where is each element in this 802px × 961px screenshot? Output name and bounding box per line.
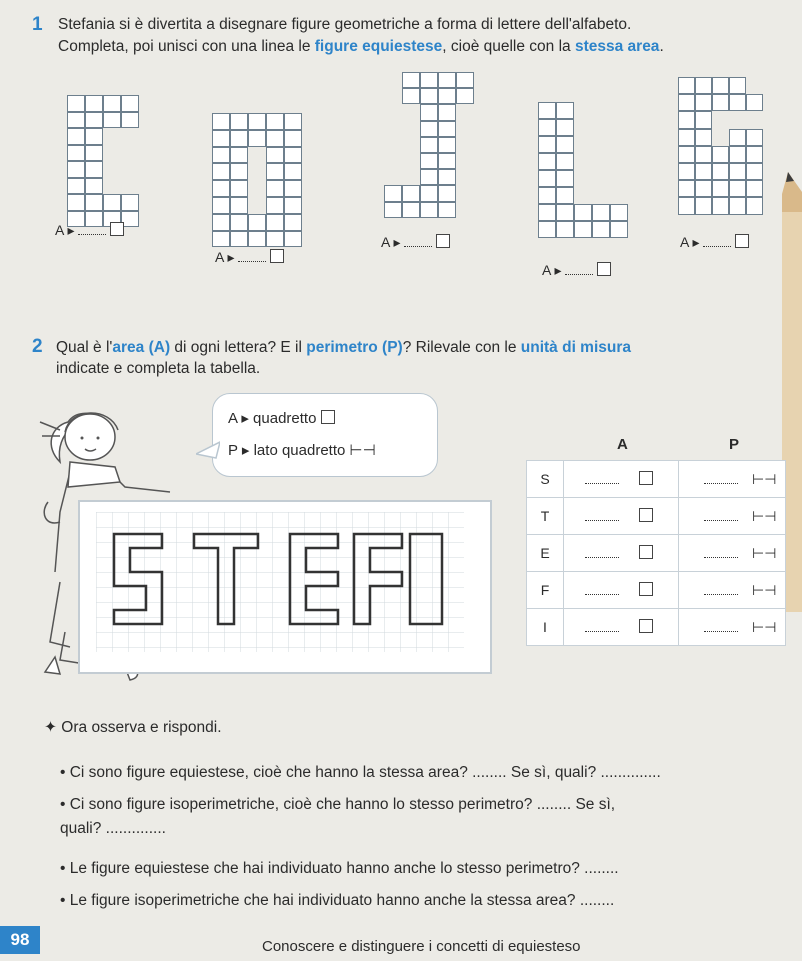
question-1: • Ci sono figure equiestese, cioè che hanno la stessa area? ........ Se sì, quali? .............. [60,764,661,781]
area-answer-g[interactable] [680,234,749,251]
unit-segment-icon: ⊢⊣ [752,581,777,598]
unit-segment-icon: ⊢⊣ [752,470,777,487]
unit-square-icon [639,471,653,485]
ex2-instruction-line2: indicate e completa la tabella. [56,360,261,377]
ex2-text: ? Rilevale con le [402,339,521,356]
stefi-letters-grid [96,512,464,652]
unit-square-icon [735,234,749,248]
unit-segment-icon: ⊢⊣ [752,618,777,635]
figure-letter-j [384,72,474,218]
ex1-text: Completa, poi unisci con una linea le [58,38,315,55]
unit-square-icon [639,582,653,596]
table-header-p: P [729,436,740,453]
table-row [527,535,786,572]
figure-letter-l [538,102,628,238]
area-answer-c[interactable] [55,222,124,239]
unit-square-icon [436,234,450,248]
exercise-number-1: 1 [32,14,43,35]
figure-letter-o [212,113,302,247]
area-answer-j[interactable] [381,234,450,251]
perimeter-cell[interactable] [679,609,786,646]
area-perimeter-table [526,460,786,646]
ex2-instruction-line1 [56,338,631,358]
unit-square-icon [639,545,653,559]
question-2-line1: • Ci sono figure isoperimetriche, cioè che hanno lo stesso perimetro? ........ Se sì, [60,796,616,813]
bubble-perimeter-unit [228,441,376,459]
perimeter-cell[interactable] [679,461,786,498]
question-3: • Le figure equiestese che hai individuato hanno anche lo stesso perimetro? ........ [60,860,619,877]
speech-bubble [212,393,438,477]
table-row [527,609,786,646]
perimeter-cell[interactable] [679,535,786,572]
ex1-instruction-line2 [58,37,664,57]
area-label: A ▸ [55,222,75,238]
bubble-tail [196,440,220,460]
bubble-perimeter-text: P ▸ lato quadretto [228,442,346,459]
table-row [527,461,786,498]
bubble-area-unit [228,409,335,427]
unit-square-icon [321,410,335,424]
ex2-highlight-area: area (A) [112,339,171,356]
row-letter: F [527,572,564,609]
ex1-highlight-stessa-area: stessa area [574,38,660,55]
perimeter-cell[interactable] [679,572,786,609]
exercise-number-2: 2 [32,336,43,357]
row-letter: E [527,535,564,572]
row-letter: S [527,461,564,498]
figure-letter-c [67,95,139,227]
area-answer-l[interactable] [542,262,611,279]
table-header-a: A [617,436,628,453]
table-row [527,572,786,609]
question-2-line2: quali? .............. [60,820,166,837]
ex2-text: di ogni lettera? E il [170,339,307,356]
unit-segment-icon: ⊢⊣ [752,507,777,524]
unit-square-icon [639,619,653,633]
area-cell[interactable] [564,461,679,498]
question-4: • Le figure isoperimetriche che hai individuato hanno anche la stessa area? ........ [60,892,615,909]
perimeter-cell[interactable] [679,498,786,535]
bubble-area-text: A ▸ quadretto [228,410,317,427]
area-cell[interactable] [564,498,679,535]
table-row [527,498,786,535]
area-answer-o[interactable] [215,249,284,266]
footer-text: Conoscere e distinguere i concetti di equiesteso [262,938,581,955]
ex1-text: , cioè quelle con la [442,38,575,55]
ex2-highlight-unita: unità di misura [520,339,632,356]
ex1-highlight-equiestese: figure equiestese [314,38,443,55]
ex2-highlight-perimetro: perimetro (P) [306,339,403,356]
area-label: A ▸ [381,234,401,250]
area-label: A ▸ [215,249,235,265]
ex1-text: . [659,38,664,55]
area-label: A ▸ [542,262,562,278]
page-number: 98 [0,926,40,954]
unit-square-icon [639,508,653,522]
unit-square-icon [270,249,284,263]
unit-square-icon [110,222,124,236]
observe-title: ✦ Ora osserva e rispondi. [44,719,222,736]
area-label: A ▸ [680,234,700,250]
ex1-instruction-line1: Stefania si è divertita a disegnare figure geometriche a forma di lettere dell'alfabeto. [58,16,632,33]
area-cell[interactable] [564,535,679,572]
row-letter: T [527,498,564,535]
figure-letter-g [678,77,763,215]
area-cell[interactable] [564,609,679,646]
unit-segment-icon: ⊢⊣ [752,544,777,561]
unit-square-icon [597,262,611,276]
ex2-text: Qual è l' [56,339,113,356]
area-cell[interactable] [564,572,679,609]
unit-segment-icon: ⊢⊣ [349,442,376,459]
row-letter: I [527,609,564,646]
